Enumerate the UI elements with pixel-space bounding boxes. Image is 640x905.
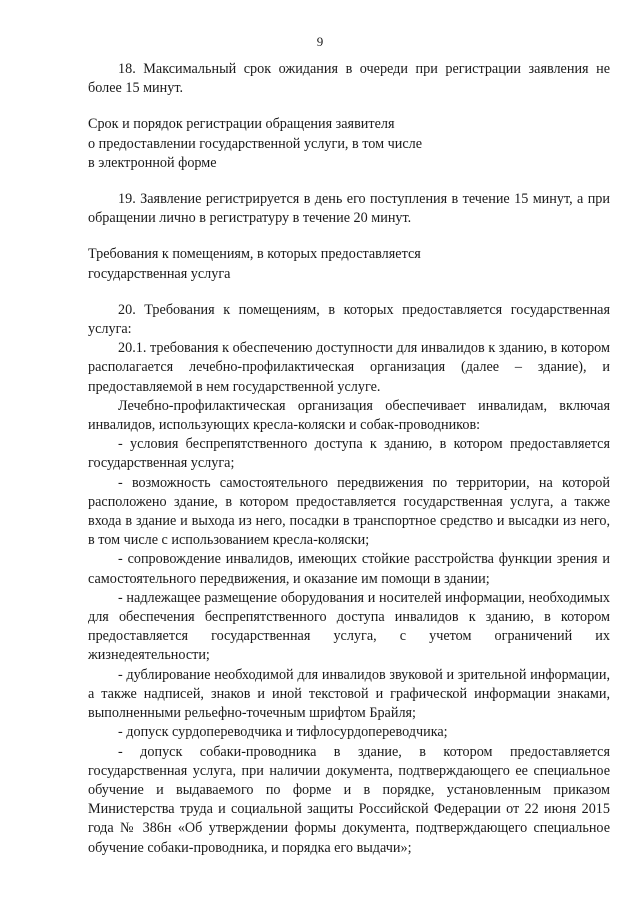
paragraph-19: 19. Заявление регистрируется в день его поступления в течение 15 минут, а при обращении лично в регистратуру в течение 20 минут. <box>88 191 610 227</box>
document-body <box>88 60 610 858</box>
heading-registration-line-1: Срок и порядок регистрации обращения заявителя <box>88 116 395 133</box>
heading-premises <box>88 245 610 283</box>
heading-registration <box>88 115 610 173</box>
paragraph-18: 18. Максимальный срок ожидания в очереди при регистрации заявления не более 15 минут. <box>88 61 610 97</box>
heading-premises-line-1: Требования к помещениям, в которых предоставляется <box>88 246 421 263</box>
list-item: - допуск собаки-проводника в здание, в котором предоставляется государственная услуга, при наличии документа, подтверждающего ее специальное обучение и выдаваемого по форме и в порядке, установленным приказом Министерства труда и социальной защиты Российской Федерации от 22 июня 2015 года № 386н «Об утверждении формы документа, подтверждающего специальное обучение собаки-проводника, и порядка его выдачи»; <box>88 743 610 856</box>
heading-premises-line-2: государственная услуга <box>88 265 231 282</box>
page-number: 9 <box>316 34 324 49</box>
list-item: - условия беспрепятственного доступа к зданию, в котором предоставляется государственная услуга; <box>88 436 610 472</box>
list-item: - возможность самостоятельного передвижения по территории, на которой расположено здание, в котором предоставляется государственная услуга, а также входа в здание и выхода из него, посадки в транспортное средство и высадки из него, в том числе с использованием кресла-коляски; <box>88 474 610 549</box>
heading-registration-line-3: в электронной форме <box>88 154 217 171</box>
list-item: - надлежащее размещение оборудования и носителей информации, необходимых для обеспечения беспрепятственного доступа инвалидов к зданию, в котором предоставляется государственная услуга, с учетом ограничений их жизнедеятельности; <box>88 589 610 664</box>
list-item: - дублирование необходимой для инвалидов звуковой и зрительной информации, а также надписей, знаков и иной текстовой и графической информации знаками, выполненными рельефно-точечным шрифтом Брайля; <box>88 666 610 722</box>
paragraph-20: 20. Требования к помещениям, в которых предоставляется государственная услуга: <box>88 301 610 338</box>
paragraph-20-1: 20.1. требования к обеспечению доступности для инвалидов к зданию, в котором располагается лечебно-профилактическая организация (далее – здание), и предоставляемой в нем государственной услуге. <box>88 340 610 395</box>
list-item: - допуск сурдопереводчика и тифлосурдопереводчика; <box>118 724 448 741</box>
paragraph-provision-intro: Лечебно-профилактическая организация обеспечивает инвалидам, включая инвалидов, использующих кресла-коляски и собак-проводников: <box>88 397 610 434</box>
list-item: - сопровождение инвалидов, имеющих стойкие расстройства функции зрения и самостоятельного передвижения, и оказание им помощи в здании; <box>88 551 610 587</box>
heading-registration-line-2: о предоставлении государственной услуги, в том числе <box>88 135 423 152</box>
